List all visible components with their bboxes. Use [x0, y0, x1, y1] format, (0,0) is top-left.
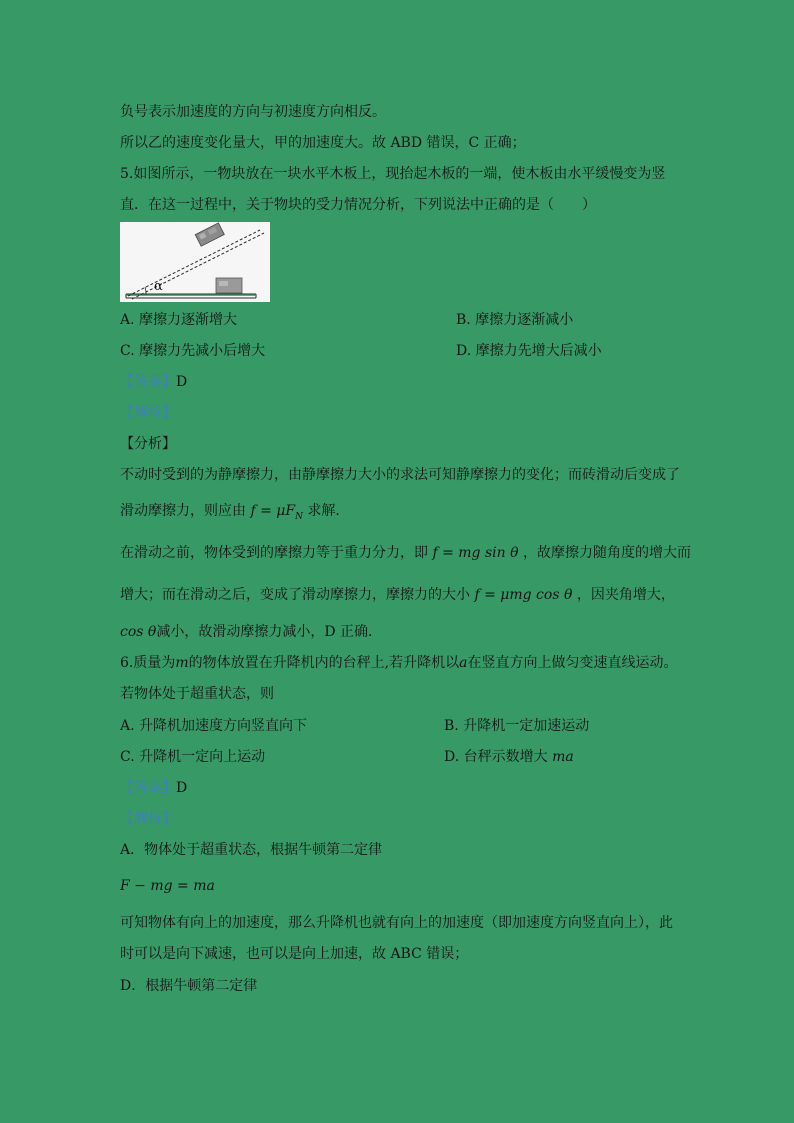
q6-option-d: [444, 747, 574, 767]
text-segment: 滑动摩擦力，则应由: [120, 503, 246, 519]
analysis-text: [120, 585, 675, 605]
formula: [250, 503, 303, 522]
text-segment: ，故摩擦力随角度的增大而: [522, 545, 691, 561]
q5-answer: [120, 372, 187, 392]
solution-tag: 【解析】: [120, 405, 176, 421]
q5-option-d: D. 摩擦力先增大后减小: [456, 343, 602, 359]
solution-text: 可知物体有向上的加速度，那么升降机也就有向上的加速度（即加速度方向竖直向上），此: [120, 915, 673, 931]
option-text: D. 台秤示数增大: [444, 749, 548, 765]
q5-option-c: C. 摩擦力先减小后增大: [120, 343, 266, 359]
text-segment: 的物体放置在升降机内的台秤上,若升降机以: [188, 655, 460, 671]
analysis-tag: 【分析】: [120, 436, 176, 452]
answer-tag: 【答案】: [120, 374, 176, 390]
text-segment: ，因夹角增大，: [576, 587, 675, 603]
answer-tag: 【答案】: [120, 780, 176, 796]
formula: f = μmg cos θ: [474, 587, 573, 603]
analysis-text: [120, 622, 382, 642]
q6-option-c: C. 升降机一定向上运动: [120, 749, 266, 765]
variable-m: m: [175, 655, 189, 671]
variable-a: a: [459, 655, 468, 671]
q5-option-b: B. 摩擦力逐渐减小: [456, 312, 574, 328]
text-line: 负号表示加速度的方向与初速度方向相反。: [120, 104, 386, 120]
q5-option-a: A. 摩擦力逐渐增大: [120, 312, 238, 328]
formula-text: f = μF: [250, 503, 296, 519]
formula-subscript: N: [295, 511, 303, 522]
text-line: 所以乙的速度变化量大，甲的加速度大。故 ABD 错误，C 正确；: [120, 135, 526, 151]
text-segment: 增大；而在滑动之后，变成了滑动摩擦力，摩擦力的大小: [120, 587, 470, 603]
incline-diagram: [120, 222, 270, 302]
formula-line: F − mg = ma: [120, 878, 215, 894]
formula: f = mg sin θ: [432, 545, 519, 561]
answer-value: D: [176, 374, 188, 390]
q6-option-b: B. 升降机一定加速运动: [444, 718, 590, 734]
angle-label: α: [154, 279, 163, 294]
text-segment: 6.质量为: [120, 655, 176, 671]
text-segment: 求解．: [307, 503, 350, 519]
question-6-stem: [120, 653, 677, 673]
incline-figure: [120, 222, 270, 302]
text-segment: 在竖直方向上做匀变速直线运动。: [467, 655, 678, 671]
solution-text: D．根据牛顿第二定律: [120, 978, 258, 994]
answer-value: D: [176, 780, 188, 796]
solution-text: 时可以是向下减速，也可以是向上加速，故 ABC 错误；: [120, 946, 469, 962]
solution-text: A．物体处于超重状态，根据牛顿第二定律: [120, 842, 383, 858]
formula: cos θ: [120, 624, 157, 640]
text-segment: 在滑动之前，物体受到的摩擦力等于重力分力，即: [120, 545, 428, 561]
question-6-stem-cont: 若物体处于超重状态，则: [120, 686, 274, 702]
question-5-stem-cont: 直．在这一过程中，关于物块的受力情况分析，下列说法中正确的是（ ）: [120, 197, 596, 213]
q6-option-a: A. 升降机加速度方向竖直向下: [120, 718, 308, 734]
q6-answer: [120, 778, 187, 798]
analysis-text: 不动时受到的为静摩擦力，由静摩擦力大小的求法可知静摩擦力的变化；而砖滑动后变成了: [120, 467, 680, 483]
solution-tag: 【解析】: [120, 811, 176, 827]
question-5-stem: 5.如图所示，一物块放在一块水平木板上，现抬起木板的一端，使木板由水平缓慢变为竖: [120, 166, 666, 182]
analysis-text: [120, 501, 349, 527]
formula: ma: [552, 749, 574, 765]
analysis-text: [120, 543, 691, 563]
text-segment: 减小，故滑动摩擦力减小，D 正确．: [156, 624, 383, 640]
